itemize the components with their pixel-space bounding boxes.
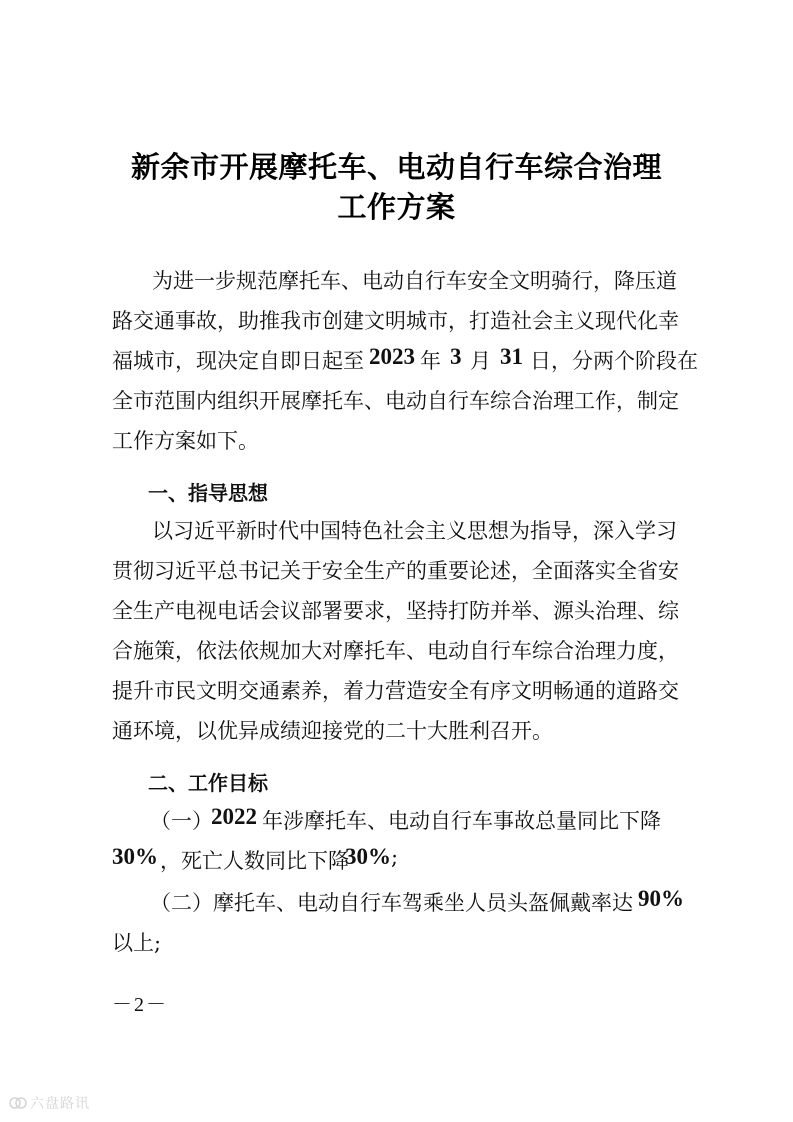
page-number: －2－ — [112, 994, 168, 1016]
death-reduction-target: 30% — [345, 844, 391, 869]
document-title-line-1: 新余市开展摩托车、电动自行车综合治理 — [130, 150, 662, 184]
accident-reduction-target: 30% — [112, 844, 158, 869]
date-day: 31 — [500, 344, 523, 369]
document-title-line-2: 工作方案 — [337, 190, 456, 224]
watermark-text: 六盘路讯 — [30, 1096, 90, 1112]
goal-year: 2022 — [211, 804, 257, 829]
watermark-logo-icon — [8, 1093, 28, 1113]
watermark — [8, 1090, 108, 1116]
date-month: 3 — [450, 344, 462, 369]
helmet-rate-target: 90% — [638, 886, 684, 911]
date-year: 2023 — [369, 344, 415, 369]
